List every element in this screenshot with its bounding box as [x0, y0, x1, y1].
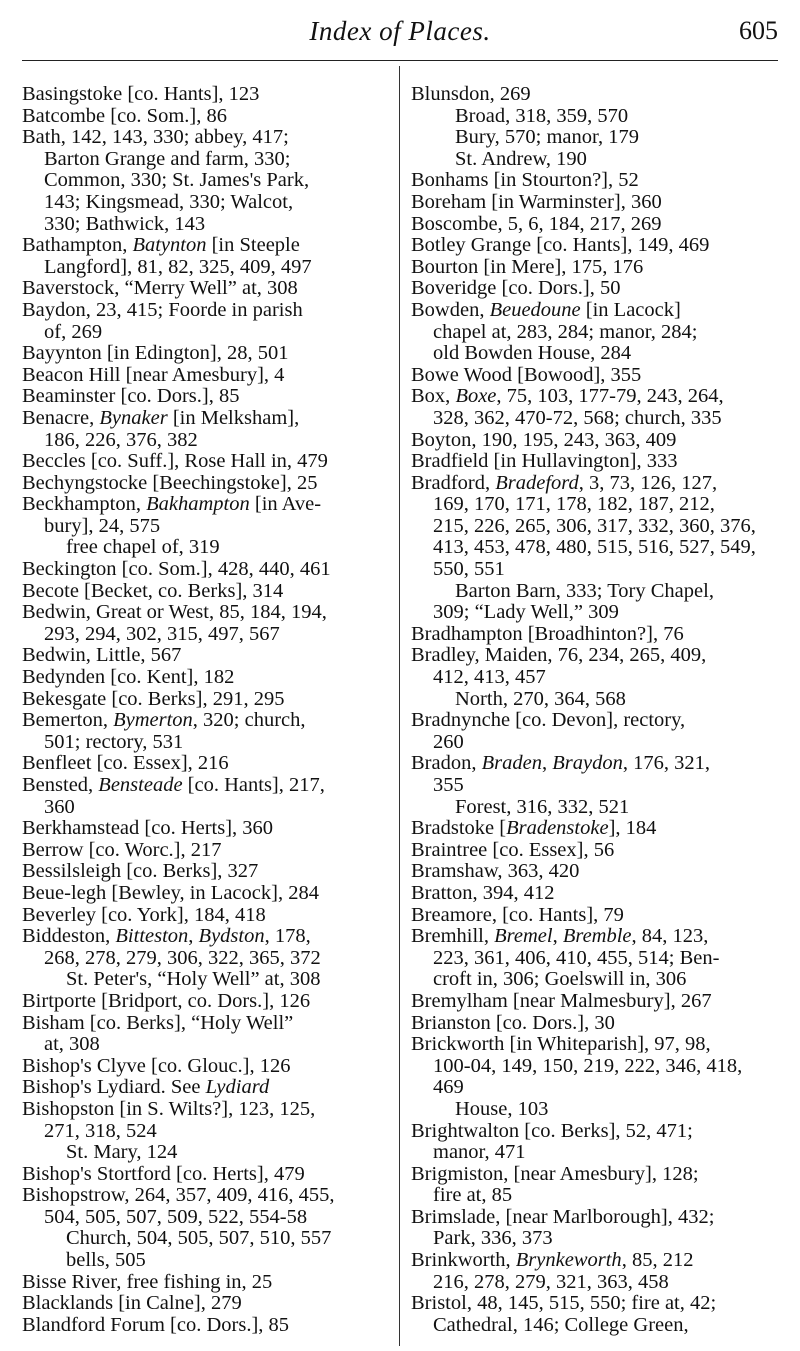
index-entry-continuation: fire at, 85 — [433, 1184, 513, 1207]
index-entry-heading: Bowden, Beuedoune [in Lacock] — [411, 298, 681, 321]
index-entry-continuation: 223, 361, 406, 410, 455, 514; Ben- — [433, 946, 720, 969]
index-entry-heading: Bedynden [co. Kent], 182 — [22, 666, 235, 689]
index-entry-heading: Bensted, Bensteade [co. Hants], 217, — [22, 774, 325, 796]
index-entry — [22, 235, 388, 278]
index-entry-heading: Benfleet [co. Essex], 216 — [22, 752, 229, 775]
index-entry-heading: Bessilsleigh [co. Berks], 327 — [22, 860, 259, 883]
index-entry — [411, 451, 777, 473]
index-entry-heading: Bisse River, free fishing in, 25 — [22, 1270, 273, 1293]
index-entry-continuation: Bury, 570; manor, 179 — [455, 126, 640, 149]
index-entry-heading: Braintree [co. Essex], 56 — [411, 838, 615, 861]
index-entry-heading: Bemerton, Bymerton, 320; church, — [22, 709, 306, 732]
index-entry-continuation: St. Peter's, “Holy Well” at, 308 — [66, 968, 321, 991]
index-entry-heading: Brickworth [in Whiteparish], 97, 98, — [411, 1033, 711, 1056]
index-entry-heading: Beckhampton, Bakhampton [in Ave- — [22, 493, 322, 516]
index-entry-continuation: free chapel of, 319 — [66, 536, 220, 559]
index-entry — [22, 1293, 388, 1315]
index-entry — [411, 818, 777, 840]
index-entry-continuation: Forest, 316, 332, 521 — [455, 795, 630, 818]
index-entry — [22, 473, 388, 495]
index-entry — [22, 408, 388, 451]
index-entry-heading: Bremylham [near Malmesbury], 267 — [411, 989, 712, 1012]
index-entry-continuation: croft in, 306; Goelswill in, 306 — [433, 968, 687, 991]
index-entry-continuation: 271, 318, 524 — [44, 1119, 157, 1142]
index-entry-continuation: 216, 278, 279, 321, 363, 458 — [433, 1270, 669, 1293]
index-entry-heading: Beverley [co. York], 184, 418 — [22, 903, 266, 926]
index-entry — [22, 1013, 388, 1056]
index-entry-continuation: 100-04, 149, 150, 219, 222, 346, 418, — [433, 1054, 743, 1077]
index-entry-continuation: 268, 278, 279, 306, 322, 365, 372 — [44, 946, 321, 969]
index-entry — [411, 300, 777, 365]
index-entry — [22, 343, 388, 365]
index-entry-continuation: of, 269 — [44, 320, 103, 343]
index-entry-heading: Bradon, Braden, Braydon, 176, 321, — [411, 752, 710, 775]
index-entry — [22, 926, 388, 991]
index-entry-heading: Bishopston [in S. Wilts?], 123, 125, — [22, 1097, 316, 1120]
index-entry — [411, 84, 777, 170]
index-entry-heading: Bourton [in Mere], 175, 176 — [411, 255, 644, 278]
index-entry — [411, 991, 777, 1013]
index-entry-continuation: 169, 170, 171, 178, 182, 187, 212, — [433, 493, 715, 516]
index-entry — [411, 235, 777, 257]
index-entry-continuation: Common, 330; St. James's Park, — [44, 169, 310, 192]
index-entry — [22, 1164, 388, 1186]
index-entry-heading: Bradford, Bradeford, 3, 73, 126, 127, — [411, 471, 718, 494]
index-entry-heading: Box, Boxe, 75, 103, 177-79, 243, 264, — [411, 385, 724, 408]
index-entry — [411, 473, 777, 624]
index-entry-heading: Bishop's Clyve [co. Glouc.], 126 — [22, 1054, 291, 1077]
index-entry-heading: Blunsdon, 269 — [411, 83, 531, 105]
index-entry — [22, 861, 388, 883]
index-entry-continuation: 550, 551 — [433, 558, 505, 581]
index-entry-heading: Beacon Hill [near Amesbury], 4 — [22, 363, 285, 386]
index-entry — [22, 840, 388, 862]
index-entry-continuation: 469 — [433, 1076, 464, 1099]
index-entry — [411, 905, 777, 927]
index-entry-continuation: 501; rectory, 531 — [44, 730, 184, 753]
index-entry-heading: Blandford Forum [co. Dors.], 85 — [22, 1313, 290, 1336]
index-entry-heading: Bratton, 394, 412 — [411, 881, 555, 904]
index-entry — [22, 581, 388, 603]
index-entry — [22, 667, 388, 689]
index-entry — [22, 1272, 388, 1294]
index-entry — [411, 192, 777, 214]
index-entry-heading: Baverstock, “Merry Well” at, 308 — [22, 277, 298, 300]
index-entry — [411, 1164, 777, 1207]
index-entry-heading: Batcombe [co. Som.], 86 — [22, 104, 227, 127]
index-entry-continuation: 330; Bathwick, 143 — [44, 212, 206, 235]
index-entry-continuation: 186, 226, 376, 382 — [44, 428, 198, 451]
index-entry — [22, 1315, 388, 1337]
index-entry — [411, 840, 777, 862]
index-entry-continuation: chapel at, 283, 284; manor, 284; — [433, 320, 698, 343]
index-entry — [22, 883, 388, 905]
index-entry — [411, 365, 777, 387]
index-entry-heading: Benacre, Bynaker [in Melksham], — [22, 406, 300, 429]
page-number: 605 — [739, 16, 778, 45]
index-entry — [22, 775, 388, 818]
index-entry-continuation: bells, 505 — [66, 1249, 146, 1272]
index-entry-heading: Birtporte [Bridport, co. Dors.], 126 — [22, 989, 311, 1012]
index-entry — [22, 753, 388, 775]
index-entry-heading: Bishop's Lydiard. See Lydiard — [22, 1076, 270, 1099]
index-entry — [22, 1077, 388, 1099]
index-entry — [22, 365, 388, 387]
index-entry-heading: Beccles [co. Suff.], Rose Hall in, 479 — [22, 450, 328, 473]
index-entry-heading: Bayynton [in Edington], 28, 501 — [22, 342, 289, 365]
index-entry-heading: Bishopstrow, 264, 357, 409, 416, 455, — [22, 1184, 335, 1207]
index-entry — [22, 1185, 388, 1271]
index-entry-heading: Breamore, [co. Hants], 79 — [411, 903, 624, 926]
index-entry-heading: Boreham [in Warminster], 360 — [411, 190, 662, 213]
index-entry — [22, 602, 388, 645]
index-entry-continuation: Broad, 318, 359, 570 — [455, 104, 629, 127]
index-entry-heading: Basingstoke [co. Hants], 123 — [22, 83, 260, 105]
index-entry — [22, 645, 388, 667]
index-entry-heading: Bradstoke [Bradenstoke], 184 — [411, 817, 657, 840]
index-entry — [22, 818, 388, 840]
index-entry-continuation: 412, 413, 457 — [433, 666, 546, 689]
index-entry-heading: Beue-legh [Bewley, in Lacock], 284 — [22, 881, 319, 904]
index-entry-heading: Bedwin, Little, 567 — [22, 644, 182, 667]
index-entry-heading: Bradhampton [Broadhinton?], 76 — [411, 622, 684, 645]
index-entry-heading: Boveridge [co. Dors.], 50 — [411, 277, 621, 300]
index-entry-continuation: Church, 504, 505, 507, 510, 557 — [66, 1227, 332, 1250]
index-entry-continuation: 504, 505, 507, 509, 522, 554-58 — [44, 1205, 308, 1228]
index-entry-heading: Bradfield [in Hullavington], 333 — [411, 450, 678, 473]
index-entry — [22, 1099, 388, 1164]
index-entry-continuation: at, 308 — [44, 1033, 100, 1056]
index-entry-heading: Becote [Becket, co. Berks], 314 — [22, 579, 284, 602]
index-column-right — [411, 84, 777, 1336]
index-entry — [411, 1013, 777, 1035]
index-entry-heading: Boyton, 190, 195, 243, 363, 409 — [411, 428, 677, 451]
index-entry — [22, 106, 388, 128]
index-entry-heading: Bedwin, Great or West, 85, 184, 194, — [22, 601, 327, 624]
index-entry — [22, 689, 388, 711]
index-entry — [22, 278, 388, 300]
index-entry-heading: Berkhamstead [co. Herts], 360 — [22, 817, 274, 840]
index-entry-continuation: House, 103 — [455, 1097, 549, 1120]
index-entry-continuation: 355 — [433, 774, 464, 796]
index-entry — [22, 451, 388, 473]
index-entry — [22, 300, 388, 343]
index-entry — [411, 753, 777, 818]
index-entry-heading: Botley Grange [co. Hants], 149, 469 — [411, 234, 710, 257]
index-entry-continuation: St. Mary, 124 — [66, 1141, 178, 1164]
index-entry — [22, 991, 388, 1013]
index-entry-heading: Bisham [co. Berks], “Holy Well” — [22, 1011, 294, 1034]
index-entry — [22, 127, 388, 235]
index-entry-continuation: 413, 453, 478, 480, 515, 516, 527, 549, — [433, 536, 756, 559]
index-entry-heading: Bradley, Maiden, 76, 234, 265, 409, — [411, 644, 707, 667]
index-entry-heading: Berrow [co. Worc.], 217 — [22, 838, 222, 861]
index-entry — [411, 386, 777, 429]
index-entry-continuation: Cathedral, 146; College Green, — [433, 1313, 689, 1336]
index-entry — [22, 494, 388, 559]
index-entry — [22, 905, 388, 927]
page-header — [22, 10, 778, 61]
index-entry — [22, 1056, 388, 1078]
index-entry-heading: Bechyngstocke [Beechingstoke], 25 — [22, 471, 318, 494]
index-entry-continuation: 309; “Lady Well,” 309 — [433, 601, 619, 624]
index-entry — [411, 1250, 777, 1293]
index-entry — [411, 861, 777, 883]
index-entry — [22, 386, 388, 408]
index-entry-continuation: bury], 24, 575 — [44, 514, 161, 537]
index-entry-heading: Boscombe, 5, 6, 184, 217, 269 — [411, 212, 662, 235]
index-entry — [411, 214, 777, 236]
index-entry-heading: Bradnynche [co. Devon], rectory, — [411, 709, 686, 732]
index-entry — [411, 710, 777, 753]
index-entry — [22, 559, 388, 581]
index-entry-heading: Beckington [co. Som.], 428, 440, 461 — [22, 558, 331, 581]
index-entry-continuation: Barton Barn, 333; Tory Chapel, — [455, 579, 714, 602]
index-entry-heading: Beaminster [co. Dors.], 85 — [22, 385, 240, 408]
index-entry — [411, 1207, 777, 1250]
index-entry-heading: Blacklands [in Calne], 279 — [22, 1292, 242, 1315]
index-entry-continuation: 293, 294, 302, 315, 497, 567 — [44, 622, 280, 645]
index-entry-continuation: 328, 362, 470-72, 568; church, 335 — [433, 406, 722, 429]
index-entry-heading: Brinkworth, Brynkeworth, 85, 212 — [411, 1249, 694, 1272]
index-entry-continuation: old Bowden House, 284 — [433, 342, 632, 365]
index-entry-heading: Brightwalton [co. Berks], 52, 471; — [411, 1119, 693, 1142]
index-entry — [411, 1121, 777, 1164]
index-entry-continuation: manor, 471 — [433, 1141, 526, 1164]
index-entry — [411, 278, 777, 300]
index-entry-heading: Bekesgate [co. Berks], 291, 295 — [22, 687, 285, 710]
index-column-left — [22, 84, 388, 1336]
index-entry-heading: Bristol, 48, 145, 515, 550; fire at, 42; — [411, 1292, 717, 1315]
index-entry-heading: Bishop's Stortford [co. Herts], 479 — [22, 1162, 305, 1185]
index-entry-heading: Bath, 142, 143, 330; abbey, 417; — [22, 126, 289, 149]
index-entry — [411, 430, 777, 452]
index-entry — [411, 645, 777, 710]
index-entry-heading: Bonhams [in Stourton?], 52 — [411, 169, 639, 192]
index-entry-continuation: Barton Grange and farm, 330; — [44, 147, 291, 170]
index-entry — [411, 170, 777, 192]
index-entry-heading: Baydon, 23, 415; Foorde in parish — [22, 298, 303, 321]
index-entry-heading: Brimslade, [near Marlborough], 432; — [411, 1205, 715, 1228]
index-entry-heading: Bowe Wood [Bowood], 355 — [411, 363, 642, 386]
index-entry-heading: Brianston [co. Dors.], 30 — [411, 1011, 615, 1034]
index-entry-heading: Biddeston, Bitteston, Bydston, 178, — [22, 925, 311, 948]
index-entry-continuation: 360 — [44, 795, 75, 818]
index-entry-continuation: Langford], 81, 82, 325, 409, 497 — [44, 255, 312, 278]
index-entry-heading: Brigmiston, [near Amesbury], 128; — [411, 1162, 699, 1185]
index-entry-heading: Bramshaw, 363, 420 — [411, 860, 580, 883]
column-divider — [399, 66, 400, 1346]
index-entry — [411, 926, 777, 991]
index-entry — [22, 84, 388, 106]
index-entry — [22, 710, 388, 753]
index-entry-continuation: North, 270, 364, 568 — [455, 687, 626, 710]
index-entry-continuation: 143; Kingsmead, 330; Walcot, — [44, 190, 294, 213]
index-entry-heading: Bremhill, Bremel, Bremble, 84, 123, — [411, 925, 709, 948]
index-entry — [411, 1293, 777, 1336]
index-entry — [411, 883, 777, 905]
index-entry-heading: Bathampton, Batynton [in Steeple — [22, 234, 300, 257]
index-entry-continuation: Park, 336, 373 — [433, 1227, 553, 1250]
index-entry — [411, 257, 777, 279]
index-entry — [411, 1034, 777, 1120]
index-entry-continuation: 260 — [433, 730, 464, 753]
page-title: Index of Places. — [309, 16, 491, 46]
index-entry-continuation: St. Andrew, 190 — [455, 147, 587, 170]
index-entry — [411, 624, 777, 646]
index-entry-continuation: 215, 226, 265, 306, 317, 332, 360, 376, — [433, 514, 756, 537]
